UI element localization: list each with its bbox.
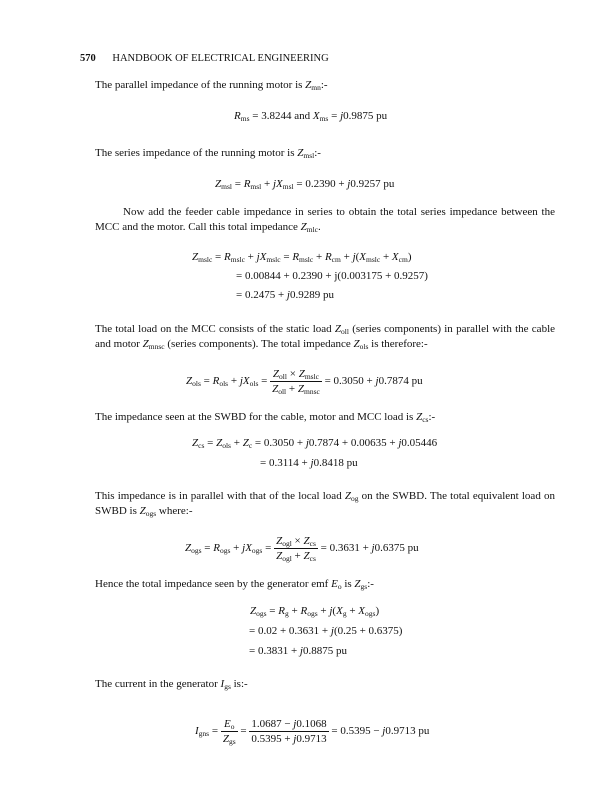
- equation-1: $R_{ms} = 3.8244$ and $X_{ms} = j0.9875$ pu: [234, 110, 388, 123]
- equation-7-line-2: = 0.02 + 0.3631 + j(0.25 + 0.6375): [249, 625, 403, 637]
- paragraph-8: The current in the generator $I_{gs}$ is:-: [95, 678, 248, 691]
- paragraph-4: The total load on the MCC consists of the static load $Z_{oll}$ (series components) in parallel with the cable and motor $Z_{mnsc}$ (series components). The total impedance $Z_{ols}$ is therefore:-: [95, 323, 556, 351]
- fraction-eq8-b: $\frac{1.0687 - j0.1068}{0.5395 + j0.9713}$: [251, 718, 327, 745]
- equation-7-line-3: = 0.3831 + j0.8875 pu: [249, 645, 347, 657]
- equation-6: $Z_{ogs} = R_{ogs} + jX_{ogs}$ = $\frac{Z_{ogl} \times Z_{cs}}{Z_{ogl} + Z_{cs}}$ = 0.3631 + j0.6375 pu: [185, 535, 419, 563]
- equation-7-line-1: $Z_{ogs} = R_g + R_{ogs} + j(X_g + X_{ogs})$: [250, 605, 380, 618]
- equation-8: $I_{gns}$ = $\frac{E_o}{Z_{gs}}$ = $\frac{1.0687 - j0.1068}{0.5395 + j0.9713}$ = 0.5395 − j0.9713 pu: [195, 718, 430, 746]
- equation-2: $Z_{msl} = R_{msl} + jX_{msl} = 0.2390 + j0.9257$ pu: [215, 178, 395, 191]
- paragraph-5: The impedance seen at the SWBD for the cable, motor and MCC load is $Z_{cs}:-$: [95, 411, 436, 424]
- paragraph-6: This impedance is in parallel with that of the local load $Z_{og}$ on the SWBD. The total equivalent load on SWBD is $Z_{ogs}$ where:-: [95, 490, 555, 518]
- paragraph-3: Now add the feeder cable impedance in series to obtain the total series impedance between the MCC and the motor. Call this total impedance $Z_{mlc}$.: [95, 206, 555, 234]
- fraction-eq4: $\frac{Z_{oll} \times Z_{mslc}}{Z_{oll} + Z_{mnsc}}$: [272, 368, 320, 396]
- equation-3-line-2: = 0.00844 + 0.2390 + j(0.003175 + 0.9257): [236, 270, 428, 282]
- fraction-eq8-a: $\frac{E_o}{Z_{gs}}$: [222, 718, 236, 746]
- equation-3-line-1: $Z_{mslc} = R_{mslc} + jX_{mslc} = R_{mslc} + R_{cm} + j(X_{mslc} + X_{cm})$: [192, 251, 412, 264]
- equation-4: $Z_{ols} = R_{ols} + jX_{ols}$ = $\frac{Z_{oll} \times Z_{mslc}}{Z_{oll} + Z_{mnsc}}$ = 0.3050 + j0.7874 pu: [186, 368, 423, 396]
- equation-5-line-2: = 0.3114 + j0.8418 pu: [260, 457, 358, 469]
- equation-3-line-3: = 0.2475 + j0.9289 pu: [236, 289, 334, 301]
- page-number: 570: [80, 53, 96, 64]
- running-title: HANDBOOK OF ELECTRICAL ENGINEERING: [112, 53, 329, 64]
- equation-5-line-1: $Z_{cs} = Z_{ols} + Z_c = 0.3050 + j0.7874 + 0.00635 + j0.05446$: [192, 437, 438, 450]
- paragraph-1: The parallel impedance of the running motor is $Z_{mn}:-$: [95, 79, 328, 92]
- page-header: [80, 53, 329, 64]
- fraction-eq6: $\frac{Z_{ogl} \times Z_{cs}}{Z_{ogl} + Z_{cs}}$: [276, 535, 316, 563]
- paragraph-2: The series impedance of the running motor is $Z_{msl}:-$: [95, 147, 321, 160]
- paragraph-7: Hence the total impedance seen by the generator emf $E_o$ is $Z_{gs}:-$: [95, 578, 374, 591]
